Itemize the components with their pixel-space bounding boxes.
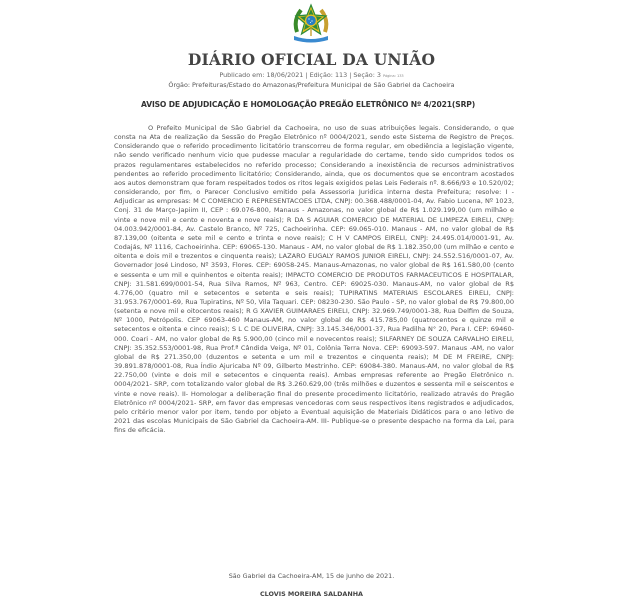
publication-info [0, 71, 623, 79]
document-title: AVISO DE ADJUDICAÇÃO E HOMOLOGAÇÃO PREGÃO ELETRÔNICO Nº 4/2021(SRP) [141, 100, 476, 109]
brazil-coat-of-arms-icon [291, 2, 331, 44]
separator: | [303, 71, 310, 79]
signatory-name: CLOVIS MOREIRA SALDANHA [259, 590, 363, 598]
separator: | [347, 71, 354, 79]
masthead-title: DIÁRIO OFICIAL DA UNIÃO [187, 50, 436, 69]
document-body: O Prefeito Municipal de São Gabriel da Cachoeira, no uso de suas atribuições legais. Considerando, o que consta na Ata de realização da Sessão do Pregão Eletrônico nº 0004/2021, sendo este Sistema de Registro de Preços. Considerando que o referido procedimento licitatório transcorreu de forma regular, em obediência a legislação vigente, não sendo verificado nenhum vicio que pudesse macular a regularidade do certame, tendo sido cumpridos todos os prazos regulamentares estabelecidos no referido processo; Considerando a inexistência de recursos administrativos pendentes ao referido procedimento licitatório; Considerando, ainda, que os documentos que se encontram acostados aos autos demonstram que foram respeitados todos os ritos legais exigidos pelas Leis Federais nº. 8.666/93 e 10.520/02; considerando, por fim, o Parecer Conclusivo emitido pela Assessoria Juridica interna desta Prefeitura; resolve: I - Adjudicar as empresas: M C COMERCIO E REPRESENTACOES LTDA, CNPJ: 00.368.488/0001-04, Av. Fabio Lucena, Nº 1023, Conj. 31 de Março-Japiim II, CEP : 69.076-800, Manaus - Amazonas, no valor global de R$ 1.029.199,00 (um milhão e vinte e nove mil e cento e noventa e nove reais); R DA S AGUIAR COMERCIO DE MATERIAL DE LIMPEZA EIRELI, CNPJ: 04.003.942/0001-84, Av. Castelo Branco, Nº 725, Cachoeirinha. CEP: 69.065-010. Manaus - AM, no valor global de R$ 87.139,00 (oitenta e sete mil e cento e trinta e nove reais); C H V CAMPOS EIRELI, CNPJ: 24.495.014/0001-91, Av. Codajás, Nº 1116, Cachoeirinha. CEP: 69065-130. Manaus - AM, no valor global de R$ 1.182.350,00 (um milhão e cento e oitenta e dois mil e trezentos e cinquenta reais); LAZARO EUGALY RAMOS JUNIOR EIRELI, CNPJ: 24.552.516/0001-07, Av. Governador José Lindoso, Nº 3593, Flores. CEP: 69058-245. Manaus-Amazonas, no valor global de R$ 161.580,00 (cento e sessenta e um mil e quinhentos e oitenta reais); IMPACTO COMERCIO DE PRODUTOS FARMACEUTICOS E HOSPITALAR, CNPJ: 31.581.699/0001-54, Rua Silva Ramos, Nº 963, Centro. CEP: 69025-030. Manaus-AM, no valor global de R$ 4.776,00 (quatro mil e setecentos e setenta e seis reais); TUPIRATINS MATERIAIS ESCOLARES EIRELI, CNPJ: 31.953.767/0001-69, Rua Tupiratins, Nº 50, Vila Taquari. CEP: 08230-230. São Paulo - SP, no valor global de R$ 79.800,00 (setenta e nove mil e oitocentos reais); R G XAVIER GUIMARAES EIRELI, CNPJ: 32.969.749/0001-38, Rua Delfim de Souza, Nº 1000, Petrópolis. CEP 69063-460 Manaus-AM, no valor global de R$ 415.785,00 (quatrocentos e quinze mil e setecentos e oitenta e cinco reais); S L C DE OLIVEIRA, CNPJ: 33.145.346/0001-37, Rua Padilha N° 20, Pera I. CEP: 69460-000. Coari - AM, no valor global de R$ 5.900,00 (cinco mil e novecentos reais); SILFARNEY DE SOUZA CARVALHO EIRELI, CNPJ: 35.352.553/0001-98, Rua Prof.ª Cândida Veiga, Nº 01, Colônia Terra Nova. CEP: 69093-597. Manaus -AM, no valor global de R$ 271.350,00 (duzentos e setenta e um mil e trezentos e cinquenta reais); M DE M FREIRE, CNPJ: 39.891.878/0001-08, Rua Índio Ajuricaba Nº 09, Gilberto Mestrinho. CEP: 69084-380. Manaus-AM, no valor global de R$ 22.750,00 (vinte e dois mil e setecentos e cinquenta reais). Ambas empresas referente ao Pregão Eletrônico n. 0004/2021- SRP, com totalizando valor global de R$ 3.260.629,00 (três milhões e duzentos e sessenta mil e seiscentos e vinte e nove reais). II- Homologar a deliberação final do presente procedimento licitatório, realizado através do Pregão Eletrônico nº 0004/2021- SRP, em favor das empresas vencedoras com seus respectivos itens registrados e adjudicados, pelo critério menor valor por item, tendo por objeto a Eventual aquisição de Materiais Didáticos para o ano letivo de 2021 das escolas Municipais de São Gabriel da Cachoeira-AM. III- Publique-se o presente despacho na forma da Lei, para fins de eficácia. [114, 124, 514, 435]
closing-date: São Gabriel da Cachoeira-AM, 15 de junho de 2021. [228, 572, 395, 580]
page-number: Página: 133 [383, 74, 404, 78]
section-number: Seção: 3 [353, 71, 381, 79]
issuing-organ: Órgão: Prefeituras/Estado do Amazonas/Prefeitura Municipal de São Gabriel da Cachoeira [168, 81, 455, 89]
edition-number: Edição: 113 [309, 71, 348, 79]
published-date: Publicado em: 18/06/2021 [219, 71, 304, 79]
